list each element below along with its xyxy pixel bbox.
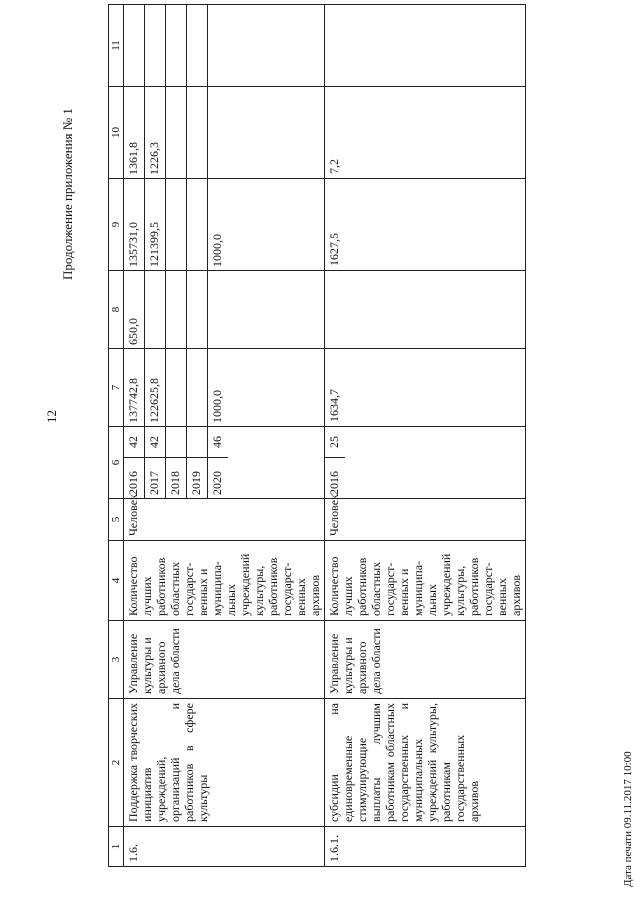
funding-c8 <box>187 271 208 348</box>
funding-c9: 135731,0 <box>124 179 145 270</box>
funding-c8 <box>208 271 229 348</box>
funding-c9 <box>166 179 187 270</box>
row-number: 1.6.1. <box>325 827 526 867</box>
column-number: 1 <box>109 827 124 867</box>
total-funding <box>187 349 208 426</box>
funding-c8 <box>166 271 187 348</box>
year-value-cell <box>325 427 526 499</box>
total-funding-list <box>124 349 228 426</box>
funding-c9: 1000,0 <box>210 234 224 267</box>
funding-c11 <box>124 5 145 86</box>
funding-c11 <box>187 5 208 86</box>
indicator-value: 25 <box>327 436 341 448</box>
funding-c10 <box>166 87 187 178</box>
column-number: 4 <box>109 541 124 621</box>
year: 2016 <box>325 458 345 499</box>
activity-name: Поддержка творческих инициатив учреждений, организаций и работников в сфере культуры <box>124 699 325 827</box>
funding-c9: 121399,5 <box>145 179 166 270</box>
funding-c9-list <box>124 179 228 270</box>
column-number: 10 <box>109 87 124 179</box>
year-value-cell <box>124 427 325 499</box>
funding-c8-list <box>124 271 228 348</box>
indicator: Количество лучших работников областных государст-венных и муниципа-льных учреждений культуры, работников государст-венных архивов <box>124 541 325 621</box>
table-row <box>325 5 526 867</box>
program-table <box>108 4 526 867</box>
funding-c11-cell <box>124 5 325 87</box>
year-value-subtable <box>124 427 228 498</box>
funding-c11-list <box>124 5 228 86</box>
column-number: 6 <box>109 427 124 499</box>
unit: Человек <box>325 499 526 541</box>
indicator-value <box>187 427 208 458</box>
column-number: 8 <box>109 271 124 349</box>
funding-c10: 1226,3 <box>145 87 166 178</box>
page-number: 12 <box>44 410 59 423</box>
indicator-value: 46 <box>210 436 224 448</box>
total-funding: 1634,7 <box>325 349 526 427</box>
column-number: 2 <box>109 699 124 827</box>
funding-c10 <box>208 87 229 178</box>
print-date: Дата печати 09.11.2017 10:00 <box>622 751 634 887</box>
total-funding <box>166 349 187 426</box>
indicator-value: 42 <box>124 427 145 458</box>
indicator-value <box>166 427 187 458</box>
funding-c8-cell <box>124 271 325 349</box>
row-number: 1.6. <box>124 827 325 867</box>
total-funding: 1000,0 <box>210 390 224 423</box>
column-number: 3 <box>109 621 124 699</box>
funding-c8: 650,0 <box>124 271 145 348</box>
total-funding: 137742,8 <box>124 349 145 426</box>
funding-c11 <box>166 5 187 86</box>
funding-c9: 1627,5 <box>325 179 526 271</box>
indicator: Количество лучших работников областных государст-венных и муниципа-льных учреждений культуры, работников государст-венных архивов <box>325 541 526 621</box>
funding-c9 <box>187 179 208 270</box>
column-number-row <box>109 5 124 867</box>
table-row <box>124 5 325 867</box>
column-number: 11 <box>109 5 124 87</box>
funding-c10: 7,2 <box>325 87 526 179</box>
column-number: 7 <box>109 349 124 427</box>
unit: Человек <box>124 499 325 541</box>
funding-c11 <box>208 5 229 86</box>
funding-c11 <box>145 5 166 86</box>
indicator-value: 42 <box>145 427 166 458</box>
funding-c9-cell <box>124 179 325 271</box>
executor: Управление культуры и архивного дела области <box>124 621 325 699</box>
year: 2016 <box>124 458 145 499</box>
funding-c10 <box>187 87 208 178</box>
year-value-subtable <box>325 427 345 498</box>
total-funding-cell <box>124 349 325 427</box>
year: 2017 <box>145 458 166 499</box>
column-number: 9 <box>109 179 124 271</box>
funding-c8 <box>145 271 166 348</box>
funding-c10-cell <box>124 87 325 179</box>
executor: Управление культуры и архивного дела области <box>325 621 526 699</box>
activity-name: субсидии на единовременные стимулирующие выплаты лучшим работникам областных государственных и муниципальных учреждений культуры, работникам государственных архивов <box>325 699 526 827</box>
funding-c11 <box>325 5 526 87</box>
year: 2020 <box>208 458 229 499</box>
column-number: 5 <box>109 499 124 541</box>
year: 2019 <box>187 458 208 499</box>
year: 2018 <box>166 458 187 499</box>
total-funding: 122625,8 <box>145 349 166 426</box>
funding-c10: 1361,8 <box>124 87 145 178</box>
appendix-label: Продолжение приложения № 1 <box>60 108 75 280</box>
funding-c10-list <box>124 87 228 178</box>
funding-c8 <box>325 271 526 349</box>
